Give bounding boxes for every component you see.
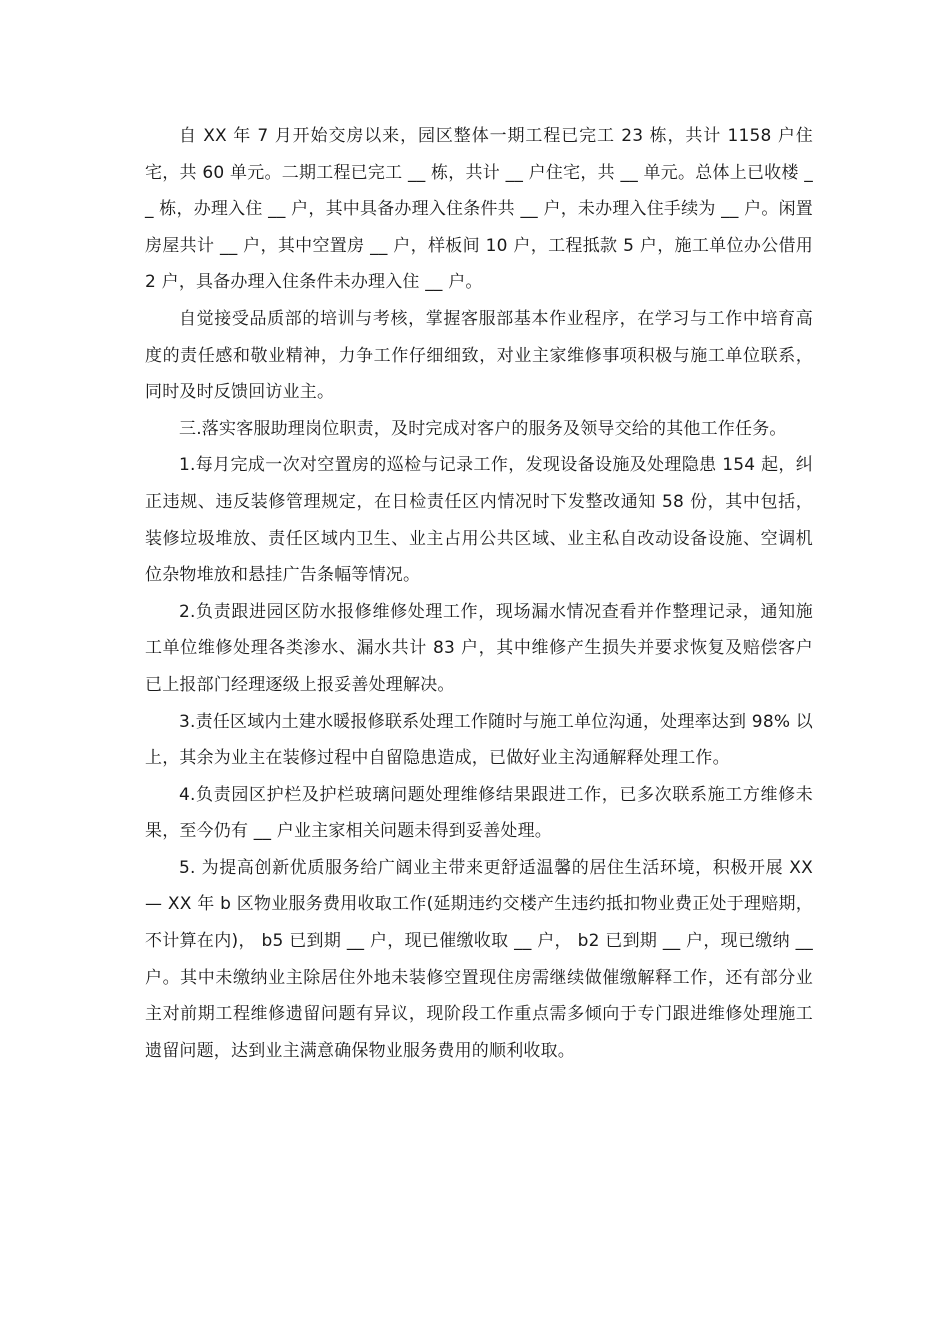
paragraph-section-three-heading: 三.落实客服助理岗位职责，及时完成对客户的服务及领导交给的其他工作任务。: [179, 418, 787, 439]
paragraph-item-1-inspection: 1.每月完成一次对空置房的巡检与记录工作，发现设备设施及处理隐患 154 起，纠正违规、违反装修管理规定，在日检责任区内情况时下发整改通知 58 份，其中包括，装修垃圾堆放、责任区域内卫生、业主占用公共区域、业主私自改动设备设施、空调机位杂物堆放和悬挂广告条幅等情况。: [145, 455, 813, 586]
paragraph-item-2-waterproof: 2.负责跟进园区防水报修维修处理工作，现场漏水情况查看并作整理记录，通知施工单位维修处理各类渗水、漏水共计 83 户，其中维修产生损失并要求恢复及赔偿客户已上报部门经理逐级上报妥善处理解决。: [145, 601, 813, 695]
document-body: [145, 118, 819, 1069]
paragraph-move-in-statistics: 自 XX 年 7 月开始交房以来，园区整体一期工程已完工 23 栋，共计 1158 户住宅，共 60 单元。二期工程已完工 __ 栋，共计 __ 户住宅，共 __ 单元。总体上已收楼 __ 栋，办理入住 __ 户，其中具备办理入住条件共 __ 户，未办理入住手续为 __ 户。闲置房屋共计 __ 户，其中空置房 __ 户，样板间 10 户，工程抵款 5 户，施工单位办公借用 2 户，具备办理入住条件未办理入住 __ 户。: [145, 126, 819, 293]
paragraph-training: 自觉接受品质部的培训与考核，掌握客服部基本作业程序，在学习与工作中培育高度的责任感和敬业精神，力争工作仔细细致，对业主家维修事项积极与施工单位联系，同时及时反馈回访业主。: [145, 308, 813, 403]
paragraph-item-3-plumbing: 3.责任区域内土建水暖报修联系处理工作随时与施工单位沟通，处理率达到 98% 以上，其余为业主在装修过程中自留隐患造成，已做好业主沟通解释处理工作。: [145, 711, 813, 769]
paragraph-item-4-railing: 4.负责园区护栏及护栏玻璃问题处理维修结果跟进工作，已多次联系施工方维修未果，至今仍有 __ 户业主家相关问题未得到妥善处理。: [145, 784, 813, 842]
paragraph-item-5-fees: 5. 为提高创新优质服务给广阔业主带来更舒适温馨的居住生活环境，积极开展 XX — XX 年 b 区物业服务费用收取工作(延期违约交楼产生违约抵扣物业费正处于理赔期，不计算在内)， b5 已到期 __ 户，现已催缴收取 __ 户， b2 已到期 __ 户，现已缴纳 __ 户。其中未缴纳业主除居住外地未装修空置现住房需继续做催缴解释工作，还有部分业主对前期工程维修遗留问题有异议，现阶段工作重点需多倾向于专门跟进维修处理施工遗留问题，达到业主满意确保物业服务费用的顺利收取。: [145, 857, 819, 1061]
